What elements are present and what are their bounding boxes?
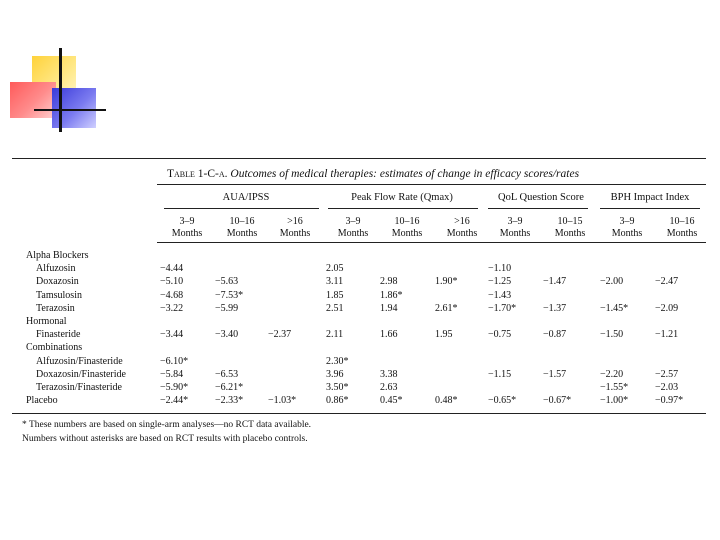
table-cell: −0.65* bbox=[488, 395, 517, 407]
group-underline bbox=[600, 208, 700, 209]
table-cell: 3.38 bbox=[380, 368, 398, 380]
table-row bbox=[12, 381, 706, 394]
table-cell: 0.86* bbox=[326, 395, 349, 407]
table-caption bbox=[167, 168, 579, 180]
column-header-range: 3–9 bbox=[507, 216, 523, 227]
group-header-peak-flow: Peak Flow Rate (Qmax) bbox=[351, 192, 453, 203]
table-cell: 1.94 bbox=[380, 302, 398, 314]
table-cell: −1.45* bbox=[600, 302, 629, 314]
footnote-asterisk: * These numbers are based on single-arm analyses—no RCT data available. bbox=[22, 420, 312, 430]
column-header-unit: Months bbox=[446, 228, 478, 239]
table-row bbox=[12, 315, 706, 328]
column-header-unit: Months bbox=[279, 228, 311, 239]
column-header bbox=[162, 216, 212, 240]
table-cell: −1.50 bbox=[600, 329, 624, 341]
table-cell: −1.25 bbox=[488, 276, 512, 288]
table-cell: −4.44 bbox=[160, 263, 184, 275]
table-number: Table 1-C-a. bbox=[167, 168, 228, 180]
table-cell: −0.75 bbox=[488, 329, 512, 341]
table-cell: 2.05 bbox=[326, 263, 344, 275]
table-cell: 1.86* bbox=[380, 289, 403, 301]
group-underline bbox=[164, 208, 319, 209]
table-top-rule bbox=[12, 158, 706, 159]
table-row bbox=[12, 289, 706, 302]
row-label: Alpha Blockers bbox=[26, 250, 89, 261]
table-cell: −7.53* bbox=[215, 289, 244, 301]
table-cell: −5.63 bbox=[215, 276, 239, 288]
table-title: Outcomes of medical therapies: estimates of change in efficacy scores/rates bbox=[230, 168, 580, 180]
row-label: Doxazosin bbox=[36, 276, 79, 288]
column-header bbox=[217, 216, 267, 240]
column-header-range: 3–9 bbox=[179, 216, 195, 227]
column-header-unit: Months bbox=[226, 228, 258, 239]
table-cell: −1.55* bbox=[600, 382, 629, 393]
table-row bbox=[12, 328, 706, 341]
slide-logo bbox=[0, 0, 110, 140]
row-label: Terazosin bbox=[36, 302, 75, 314]
column-header-unit: Months bbox=[554, 228, 586, 239]
table-bottom-rule bbox=[12, 413, 706, 414]
table-cell: −1.57 bbox=[543, 368, 567, 380]
column-header-range: 10–15 bbox=[557, 216, 583, 227]
row-label: Alfuzosin bbox=[36, 263, 76, 275]
table-cell: −0.87 bbox=[543, 329, 567, 341]
table-cell: 2.51 bbox=[326, 302, 344, 314]
table-row bbox=[12, 302, 706, 315]
footnote-rct: Numbers without asterisks are based on RCT results with placebo controls. bbox=[22, 434, 308, 444]
column-header bbox=[545, 216, 595, 240]
table-cell: 3.11 bbox=[326, 276, 344, 288]
table-cell: −1.00* bbox=[600, 395, 629, 407]
column-header-range: 3–9 bbox=[619, 216, 635, 227]
column-header-unit: Months bbox=[611, 228, 643, 239]
row-label: Alfuzosin/Finasteride bbox=[36, 355, 123, 367]
column-header-unit: Months bbox=[337, 228, 369, 239]
header-rule bbox=[157, 242, 706, 243]
table-cell: −2.44* bbox=[160, 395, 189, 407]
table-row bbox=[12, 355, 706, 368]
column-header-range: 3–9 bbox=[345, 216, 361, 227]
group-header-aua-ipss: AUA/IPSS bbox=[222, 192, 270, 203]
logo-horizontal-line bbox=[34, 109, 106, 111]
table-cell: −2.00 bbox=[600, 276, 624, 288]
column-header bbox=[328, 216, 378, 240]
table-cell: −1.47 bbox=[543, 276, 567, 288]
row-label: Hormonal bbox=[26, 316, 67, 327]
table-cell: −5.84 bbox=[160, 368, 184, 380]
table-cell: 2.30* bbox=[326, 355, 349, 367]
table-cell: −5.99 bbox=[215, 302, 239, 314]
table-cell: 2.11 bbox=[326, 329, 344, 341]
column-header-range: 10–16 bbox=[229, 216, 255, 227]
table-row bbox=[12, 341, 706, 354]
column-header-range: >16 bbox=[454, 216, 470, 227]
table-cell: −1.43 bbox=[488, 289, 512, 301]
table-row bbox=[12, 368, 706, 381]
table-cell: −1.03* bbox=[268, 395, 297, 407]
table-row bbox=[12, 262, 706, 275]
column-header-range: 10–16 bbox=[394, 216, 420, 227]
group-header-bph-index: BPH Impact Index bbox=[610, 192, 690, 203]
table-cell: −1.21 bbox=[655, 329, 679, 341]
column-header-unit: Months bbox=[499, 228, 531, 239]
table-cell: −2.03 bbox=[655, 382, 679, 393]
table-cell: −2.57 bbox=[655, 368, 679, 380]
row-label: Doxazosin/Finasteride bbox=[36, 368, 126, 380]
table-cell: −0.67* bbox=[543, 395, 572, 407]
table-row bbox=[12, 249, 706, 262]
table-cell: −3.40 bbox=[215, 329, 239, 341]
outcomes-table bbox=[12, 158, 706, 450]
table-cell: −1.10 bbox=[488, 263, 512, 275]
table-cell: −2.20 bbox=[600, 368, 624, 380]
column-header-range: >16 bbox=[287, 216, 303, 227]
table-cell: −6.21* bbox=[215, 382, 244, 393]
column-header bbox=[602, 216, 652, 240]
table-cell: −6.10* bbox=[160, 355, 189, 367]
group-underline bbox=[488, 208, 588, 209]
column-header bbox=[657, 216, 707, 240]
table-cell: 3.50* bbox=[326, 382, 349, 393]
row-label: Finasteride bbox=[36, 329, 81, 341]
table-cell: 1.66 bbox=[380, 329, 398, 341]
table-cell: −2.09 bbox=[655, 302, 679, 314]
column-header bbox=[490, 216, 540, 240]
table-cell: −6.53 bbox=[215, 368, 239, 380]
table-cell: −0.97* bbox=[655, 395, 684, 407]
group-header-qol: QoL Question Score bbox=[498, 192, 584, 203]
table-row bbox=[12, 394, 706, 407]
table-cell: −3.22 bbox=[160, 302, 184, 314]
table-cell: 0.48* bbox=[435, 395, 458, 407]
table-cell: −1.70* bbox=[488, 302, 517, 314]
table-cell: 0.45* bbox=[380, 395, 403, 407]
column-header-unit: Months bbox=[391, 228, 423, 239]
logo-vertical-line bbox=[59, 48, 62, 132]
logo-red-square bbox=[10, 82, 56, 118]
table-cell: −2.37 bbox=[268, 329, 292, 341]
table-cell: 1.85 bbox=[326, 289, 344, 301]
column-header bbox=[270, 216, 320, 240]
table-cell: 1.95 bbox=[435, 329, 453, 341]
table-cell: −1.15 bbox=[488, 368, 512, 380]
table-cell: −5.10 bbox=[160, 276, 184, 288]
column-header bbox=[382, 216, 432, 240]
column-header-unit: Months bbox=[666, 228, 698, 239]
table-row bbox=[12, 275, 706, 288]
table-cell: 1.90* bbox=[435, 276, 458, 288]
row-label: Tamsulosin bbox=[36, 289, 82, 301]
table-cell: 2.61* bbox=[435, 302, 458, 314]
row-label: Terazosin/Finasteride bbox=[36, 382, 122, 393]
row-label: Placebo bbox=[26, 395, 58, 407]
table-cell: −3.44 bbox=[160, 329, 184, 341]
table-cell: −2.33* bbox=[215, 395, 244, 407]
group-underline bbox=[328, 208, 478, 209]
table-cell: −2.47 bbox=[655, 276, 679, 288]
column-header-range: 10–16 bbox=[669, 216, 695, 227]
table-cell: 3.96 bbox=[326, 368, 344, 380]
row-label: Combinations bbox=[26, 342, 83, 354]
column-header bbox=[437, 216, 487, 240]
table-cell: 2.63 bbox=[380, 382, 398, 393]
caption-rule bbox=[157, 184, 706, 185]
table-cell: −1.37 bbox=[543, 302, 567, 314]
table-cell: −5.90* bbox=[160, 382, 189, 393]
table-cell: 2.98 bbox=[380, 276, 398, 288]
column-header-unit: Months bbox=[171, 228, 203, 239]
table-cell: −4.68 bbox=[160, 289, 184, 301]
